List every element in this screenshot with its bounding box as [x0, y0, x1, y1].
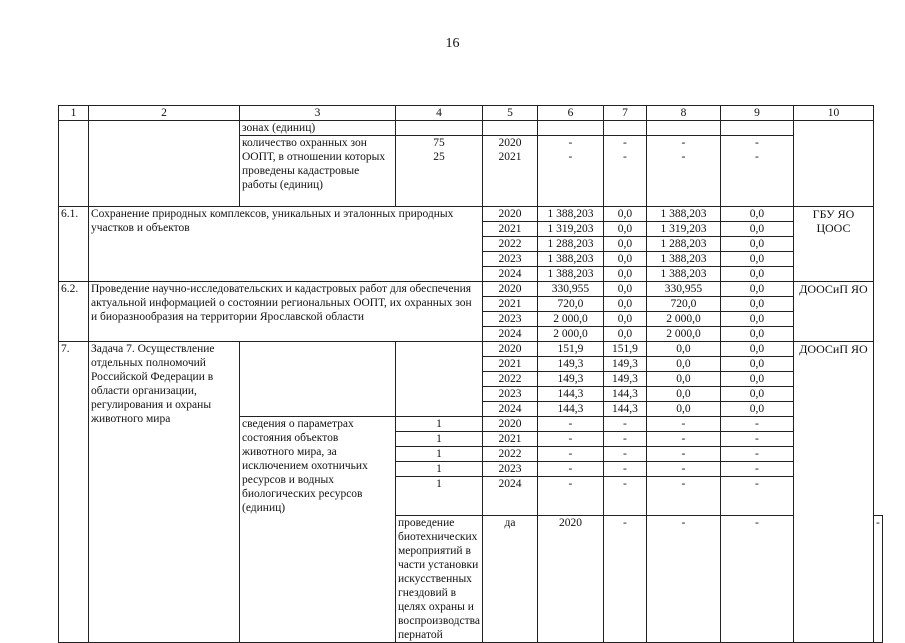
- value-cell: 151,9: [603, 342, 646, 357]
- dash-cell: -: [720, 447, 793, 462]
- dash: -: [568, 151, 573, 163]
- year-cell: 2024: [482, 267, 537, 282]
- dash-cell: [603, 136, 646, 207]
- value-cell: 0,0: [720, 312, 793, 327]
- dash: -: [681, 137, 686, 149]
- value-cell: 144,3: [603, 402, 646, 417]
- year-cell: 2020: [537, 516, 603, 643]
- value-cell: 1 388,203: [537, 207, 603, 222]
- value-cell: 144,3: [537, 387, 603, 402]
- value-cell: 0,0: [603, 237, 646, 252]
- dash-cell: -: [603, 417, 646, 432]
- indicator-cell: количество охранных зон ООПТ, в отношении которых проведены кадастровые работы (единиц): [240, 136, 396, 207]
- year-cell: 2023: [482, 252, 537, 267]
- year-cell: 2020: [482, 342, 537, 357]
- value-cell: 2 000,0: [537, 312, 603, 327]
- measure-name: Проведение научно-исследовательских и кадастровых работ для обеспечения актуальной информацией о состоянии региональных ООПТ, их охранных зон и биоразнообразия на территории Ярославской области: [89, 282, 483, 342]
- value-cell: 0,0: [720, 252, 793, 267]
- header-cell: 10: [793, 106, 873, 121]
- year-cell: 2020: [482, 282, 537, 297]
- year-cell: 2021: [482, 357, 537, 372]
- value-cell: 0,0: [603, 252, 646, 267]
- dash-cell: -: [603, 462, 646, 477]
- table-cell: [89, 121, 240, 207]
- value-cell: 1 319,203: [646, 222, 720, 237]
- value-cell: 0,0: [720, 402, 793, 417]
- value-cell: 0,0: [646, 402, 720, 417]
- header-cell: 9: [720, 106, 793, 121]
- dash-cell: [646, 136, 720, 207]
- year-cell: 2024: [482, 477, 537, 516]
- year-cell: 2023: [482, 387, 537, 402]
- value-cell: да: [482, 516, 537, 643]
- table-cell: [240, 342, 396, 417]
- dash: -: [623, 137, 627, 149]
- header-cell: 6: [537, 106, 603, 121]
- value-cell: 0,0: [646, 387, 720, 402]
- value-cell: [396, 136, 483, 207]
- value-cell: 0,0: [720, 342, 793, 357]
- dash-cell: [720, 136, 793, 207]
- value-cell: 0,0: [720, 222, 793, 237]
- dash-cell: -: [720, 417, 793, 432]
- value-cell: 0,0: [646, 357, 720, 372]
- value-cell: 720,0: [646, 297, 720, 312]
- value-cell: 1 388,203: [646, 252, 720, 267]
- year-cell: 2021: [482, 222, 537, 237]
- value-cell: 1 288,203: [537, 237, 603, 252]
- table-cell: [59, 121, 89, 207]
- row-number: 7.: [59, 342, 89, 643]
- executor: ДООСиП ЯО: [793, 342, 873, 643]
- value-cell: 330,955: [646, 282, 720, 297]
- value-cell: 0,0: [720, 282, 793, 297]
- value-cell: 1: [396, 462, 483, 477]
- header-cell: 3: [240, 106, 396, 121]
- row-number: 6.2.: [59, 282, 89, 342]
- dash-cell: -: [603, 432, 646, 447]
- header-cell: 7: [603, 106, 646, 121]
- measure-name: Сохранение природных комплексов, уникальных и эталонных природных участков и объектов: [89, 207, 483, 282]
- dash: -: [568, 137, 573, 149]
- table-cell: [793, 121, 873, 207]
- year-line: 2021: [498, 151, 522, 163]
- value-cell: 149,3: [537, 372, 603, 387]
- value-cell: 0,0: [720, 387, 793, 402]
- table-cell: [720, 121, 793, 136]
- table-cell: [396, 121, 483, 136]
- value-cell: 0,0: [720, 267, 793, 282]
- value-cell: 0,0: [720, 357, 793, 372]
- dash-cell: -: [720, 432, 793, 447]
- year-line: 2020: [498, 137, 522, 149]
- table-cell: [603, 121, 646, 136]
- dash-cell: -: [720, 516, 793, 643]
- table-cell: [646, 121, 720, 136]
- year-cell: 2022: [482, 237, 537, 252]
- dash-cell: -: [646, 417, 720, 432]
- value-cell: 1 388,203: [646, 207, 720, 222]
- dash-cell: -: [720, 477, 793, 516]
- dash-cell: -: [646, 516, 720, 643]
- dash-cell: -: [537, 462, 603, 477]
- dash-cell: -: [537, 417, 603, 432]
- value-cell: 2 000,0: [646, 312, 720, 327]
- value-cell: 149,3: [603, 357, 646, 372]
- table-row: [59, 121, 883, 136]
- value-cell: 2 000,0: [646, 327, 720, 342]
- value-cell: 149,3: [537, 357, 603, 372]
- year-cell: 2020: [482, 207, 537, 222]
- dash-cell: -: [603, 477, 646, 516]
- value-cell: 1: [396, 447, 483, 462]
- table-cell: [482, 121, 537, 136]
- dash-cell: [537, 136, 603, 207]
- value-cell: 0,0: [720, 297, 793, 312]
- dash: -: [755, 151, 759, 163]
- table-row: [59, 282, 883, 297]
- value-cell: 0,0: [720, 372, 793, 387]
- value-cell: 0,0: [603, 297, 646, 312]
- dash-cell: -: [537, 432, 603, 447]
- value-cell: 330,955: [537, 282, 603, 297]
- value-cell: 0,0: [720, 237, 793, 252]
- table-cell: [537, 121, 603, 136]
- value-cell: 0,0: [603, 267, 646, 282]
- header-cell: 5: [482, 106, 537, 121]
- value-cell: 0,0: [646, 372, 720, 387]
- executor: ГБУ ЯО ЦООС: [793, 207, 873, 282]
- value-cell: 151,9: [537, 342, 603, 357]
- page-number: 16: [445, 36, 460, 51]
- value-cell: 144,3: [603, 387, 646, 402]
- dash: -: [755, 137, 759, 149]
- value-cell: 1: [396, 477, 483, 516]
- year-cell: 2023: [482, 462, 537, 477]
- table-row: [59, 342, 883, 357]
- value-cell: 0,0: [720, 327, 793, 342]
- dash: -: [623, 151, 627, 163]
- header-cell: 8: [646, 106, 720, 121]
- year-cell: 2021: [482, 297, 537, 312]
- value-line: 25: [433, 151, 445, 163]
- dash-cell: -: [646, 432, 720, 447]
- value-cell: 149,3: [603, 372, 646, 387]
- indicator-cell: зонах (единиц): [240, 121, 396, 136]
- row-number: 6.1.: [59, 207, 89, 282]
- value-cell: 1: [396, 417, 483, 432]
- value-cell: 0,0: [603, 327, 646, 342]
- table-cell: [396, 342, 483, 417]
- value-cell: 0,0: [603, 207, 646, 222]
- year-cell: [482, 136, 537, 207]
- dash-cell: -: [603, 516, 646, 643]
- year-cell: 2024: [482, 402, 537, 417]
- header-cell: 4: [396, 106, 483, 121]
- value-cell: 0,0: [603, 222, 646, 237]
- header-cell: 1: [59, 106, 89, 121]
- value-cell: 144,3: [537, 402, 603, 417]
- year-cell: 2024: [482, 327, 537, 342]
- value-cell: 0,0: [603, 282, 646, 297]
- year-cell: 2022: [482, 447, 537, 462]
- executor: ДООСиП ЯО: [793, 282, 873, 342]
- header-row: [59, 106, 883, 121]
- value-cell: 1 288,203: [646, 237, 720, 252]
- dash-cell: -: [646, 447, 720, 462]
- value-cell: 1 388,203: [537, 267, 603, 282]
- measure-name: Задача 7. Осуществление отдельных полномочий Российской Федерации в области организации, регулирования и охраны животного мира: [89, 342, 240, 643]
- year-cell: 2020: [482, 417, 537, 432]
- dash-cell: -: [873, 516, 882, 643]
- value-cell: 1 388,203: [537, 252, 603, 267]
- dash-cell: -: [720, 462, 793, 477]
- value-cell: 0,0: [646, 342, 720, 357]
- value-cell: 0,0: [603, 312, 646, 327]
- indicator-cell: сведения о параметрах состояния объектов животного мира, за исключением охотничьих ресурсов и водных биологических ресурсов (единиц): [240, 417, 396, 643]
- dash: -: [681, 151, 686, 163]
- value-cell: 1 319,203: [537, 222, 603, 237]
- value-cell: 2 000,0: [537, 327, 603, 342]
- indicator-cell: проведение биотехнических мероприятий в части установки искусственных гнездовий в целях охраны и воспроизводства пернатой: [396, 516, 483, 643]
- dash-cell: -: [537, 477, 603, 516]
- dash-cell: -: [537, 447, 603, 462]
- program-table: [58, 105, 883, 643]
- value-cell: 1: [396, 432, 483, 447]
- dash-cell: -: [646, 477, 720, 516]
- dash-cell: -: [646, 462, 720, 477]
- table-row: [59, 207, 883, 222]
- year-cell: 2023: [482, 312, 537, 327]
- value-cell: 1 388,203: [646, 267, 720, 282]
- value-cell: 720,0: [537, 297, 603, 312]
- year-cell: 2022: [482, 372, 537, 387]
- header-cell: 2: [89, 106, 240, 121]
- dash-cell: -: [603, 447, 646, 462]
- value-line: 75: [433, 137, 445, 149]
- year-cell: 2021: [482, 432, 537, 447]
- value-cell: 0,0: [720, 207, 793, 222]
